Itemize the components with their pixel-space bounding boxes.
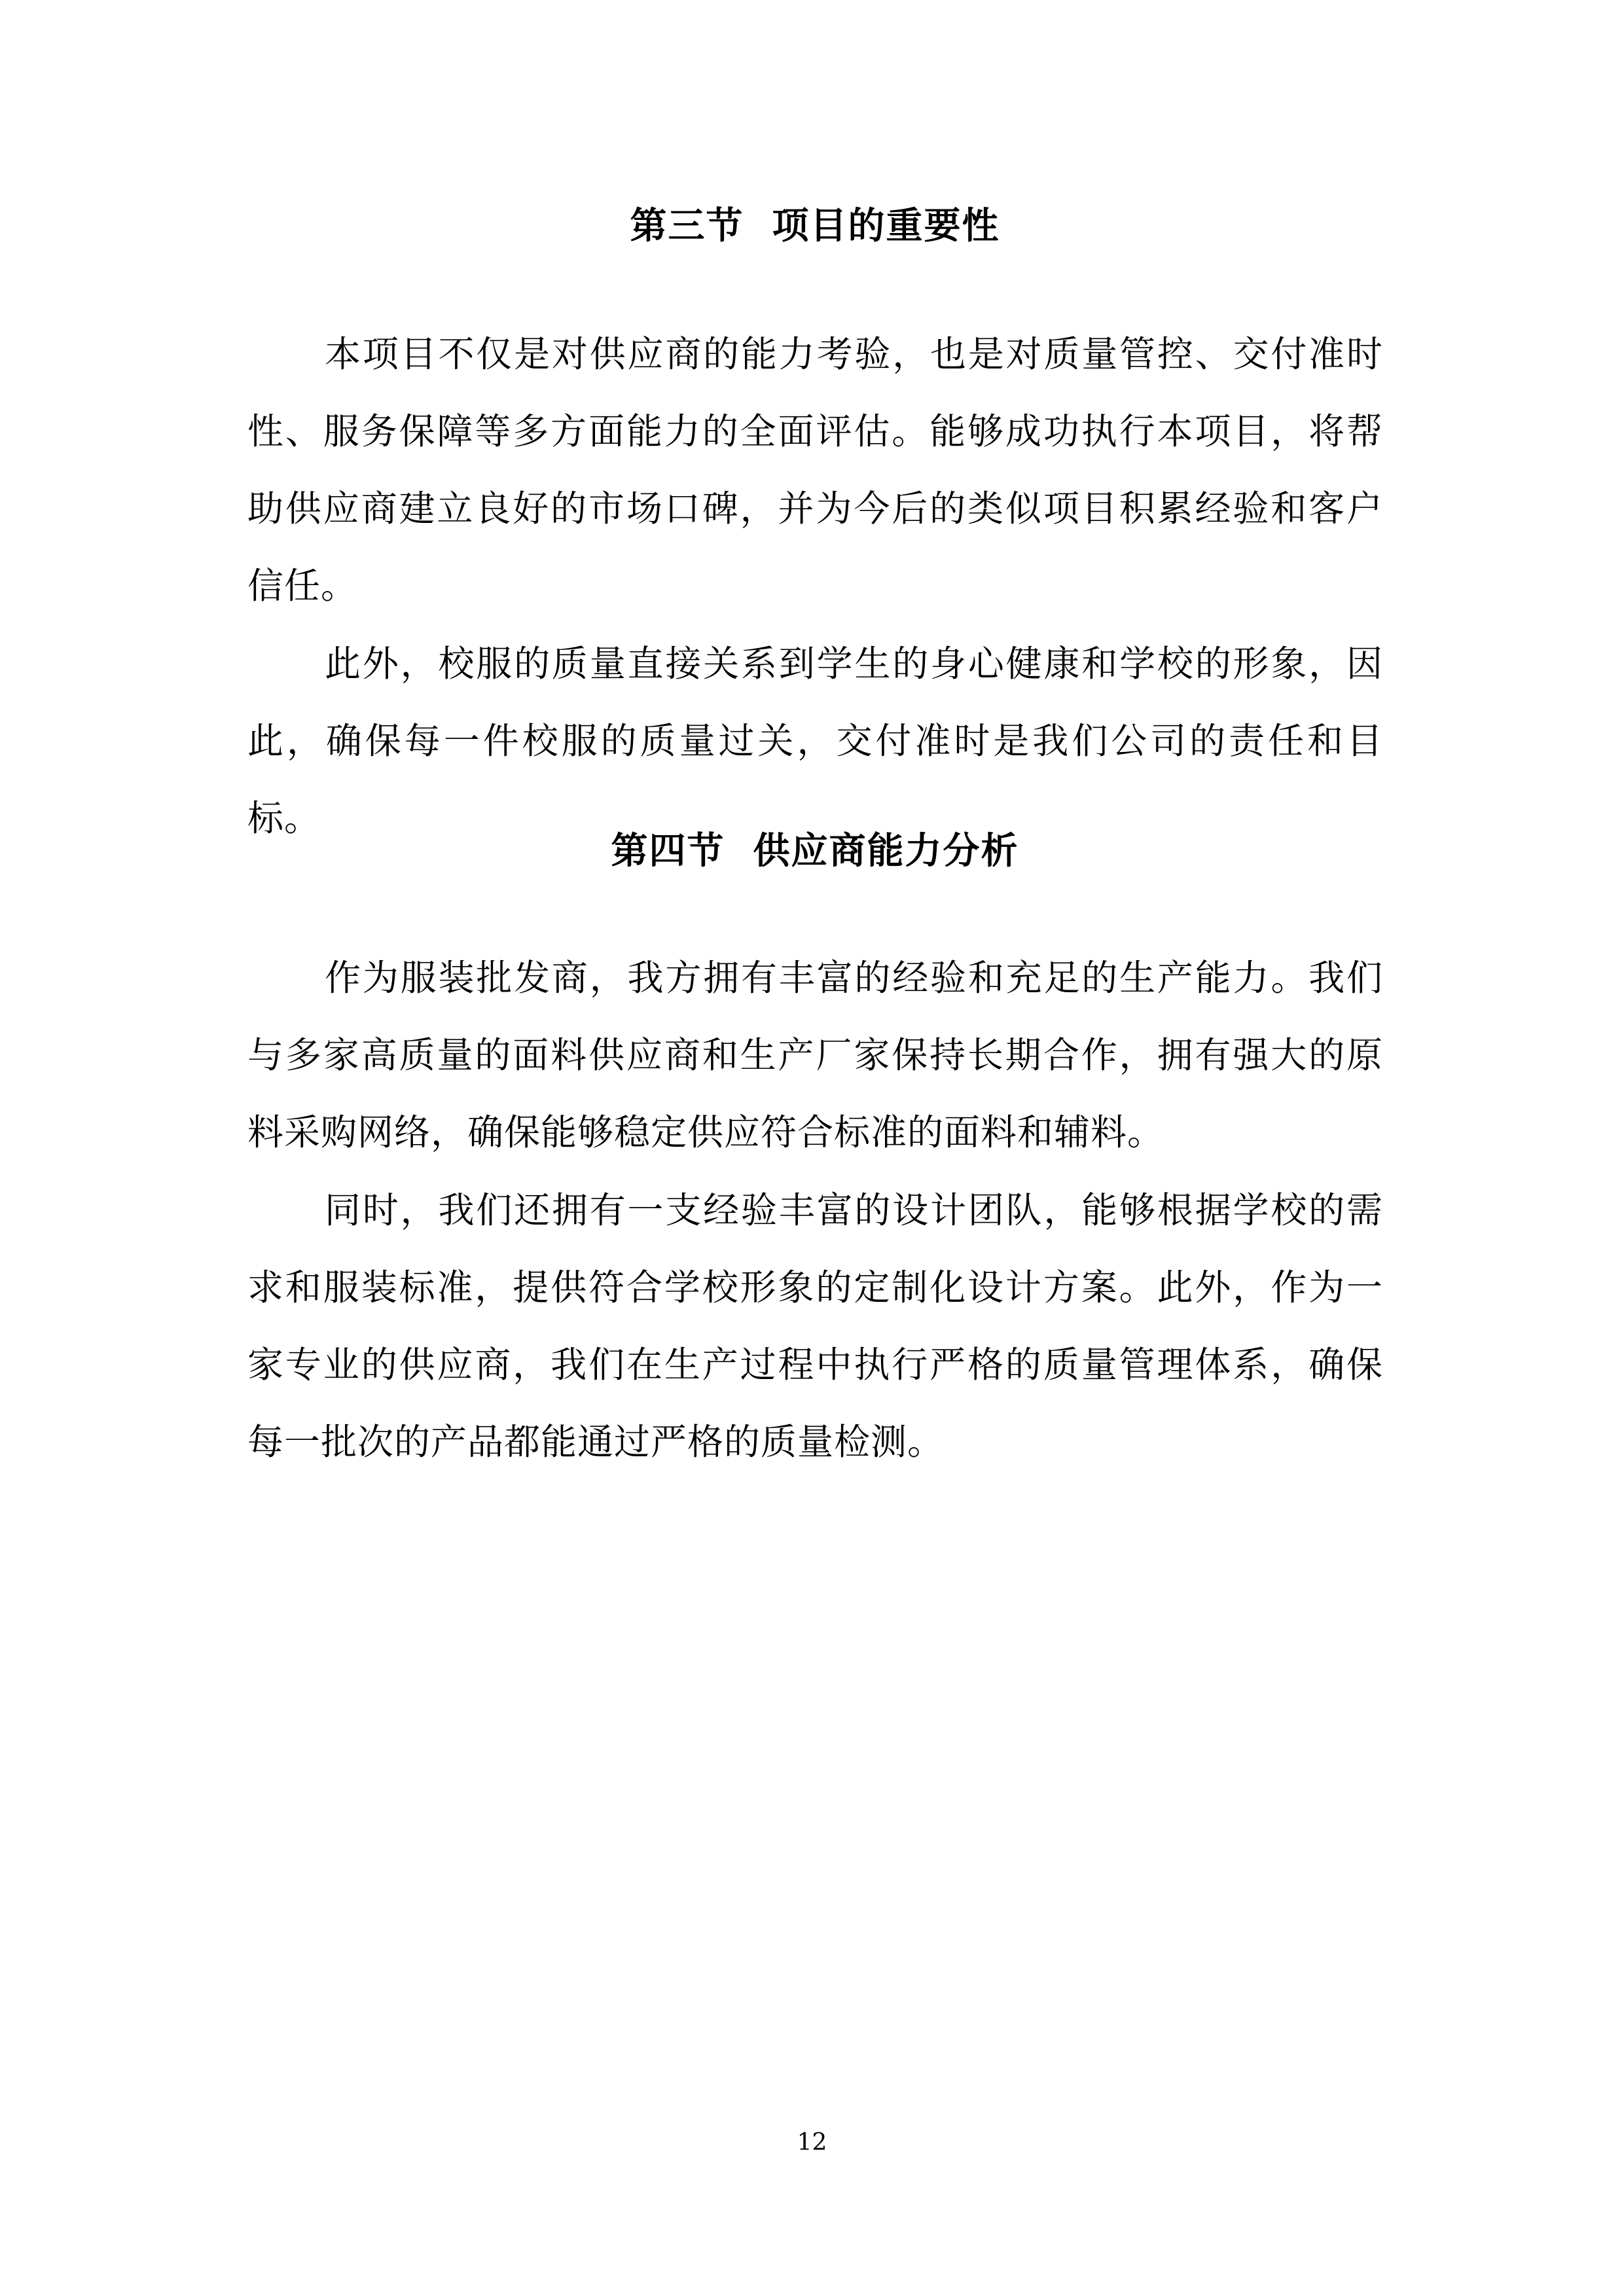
- section-4-paragraph-1: 作为服装批发商，我方拥有丰富的经验和充足的生产能力。我们与多家高质量的面料供应商和生产厂家保持长期合作，拥有强大的原料采购网络，确保能够稳定供应符合标准的面料和辅料。: [247, 957, 1383, 1153]
- section-3-paragraph-2: 此外，校服的质量直接关系到学生的身心健康和学校的形象，因此，确保每一件校服的质量过关，交付准时是我们公司的责任和目标。: [247, 643, 1383, 839]
- section-3-paragraph-1: 本项目不仅是对供应商的能力考验，也是对质量管控、交付准时性、服务保障等多方面能力的全面评估。能够成功执行本项目，将帮助供应商建立良好的市场口碑，并为今后的类似项目积累经验和客户信任。: [247, 333, 1383, 607]
- page-number: 12: [797, 2129, 827, 2156]
- section-3-title: 第三节 项目的重要性: [630, 204, 1000, 247]
- section-4-paragraph-2: 同时，我们还拥有一支经验丰富的设计团队，能够根据学校的需求和服装标准，提供符合学校形象的定制化设计方案。此外，作为一家专业的供应商，我们在生产过程中执行严格的质量管理体系，确保每一批次的产品都能通过严格的质量检测。: [247, 1189, 1383, 1463]
- section-4-title: 第四节 供应商能力分析: [611, 829, 1019, 872]
